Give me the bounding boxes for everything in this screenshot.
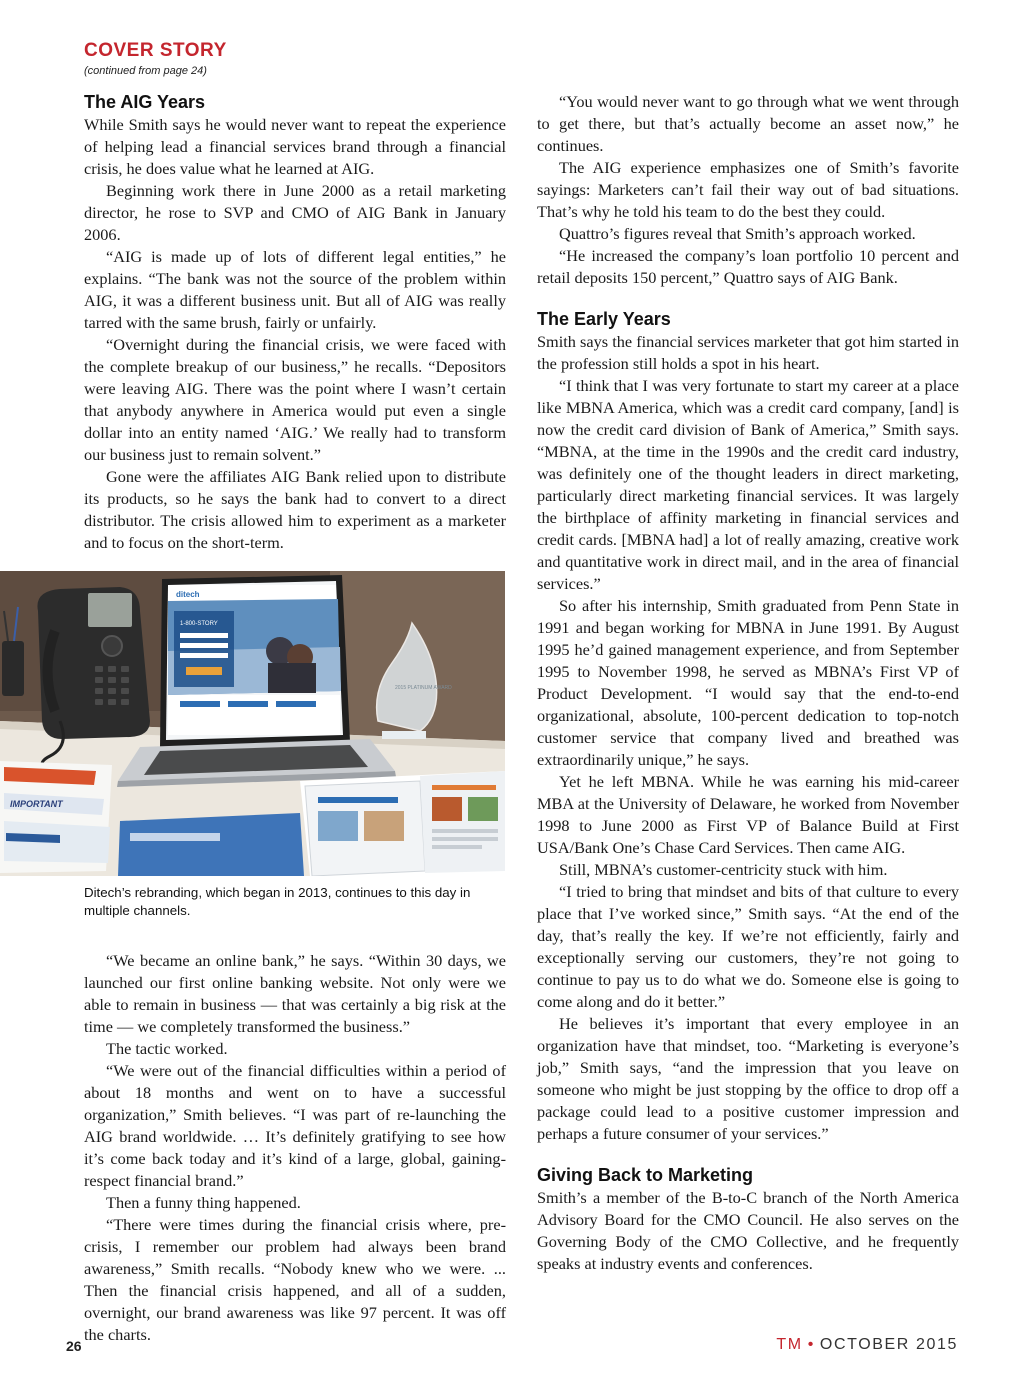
paragraph: The tactic worked. [106, 1039, 228, 1058]
paragraph: Still, MBNA’s customer-centricity stuck with him. [559, 860, 888, 879]
paragraph: “I think that I was very fortunate to start my career at a place like MBNA America, which was a credit card company, [and] is now the credit card division of Bank of America,” Smith says. “MBNA, at the time in the 1990s and the credit card industry, was definitely one of the thought leaders in direct marketing, particularly direct marketing financial services. It was largely the birthplace of affinity marketing in financial services and credit cards. [MBNA had] a lot of really amazing, creative work and quantitative work in direct mail, and in the area of financial services.” [537, 376, 959, 593]
article-photo [0, 571, 505, 876]
screen-phone: 1-800-STORY [180, 621, 218, 627]
screen-brand: ditech [176, 590, 200, 599]
paragraph: Smith says the financial services marketer that got him started in the profession still holds a spot in his heart. [537, 332, 959, 373]
trophy-label: 2015 PLATINUM AWARD [395, 685, 452, 691]
paragraph: Quattro’s figures reveal that Smith’s approach worked. [559, 224, 916, 243]
paragraph: Yet he left MBNA. While he was earning his mid-career MBA at the University of Delaware, he worked from November 1998 to June 2000 as First VP of Balance Build at First USA/Bank One’s Chase Card Services. Then came AIG. [537, 772, 959, 857]
left-column-top [84, 91, 506, 554]
issue-footer [776, 1336, 958, 1354]
heading-giving-back: Giving Back to Marketing [537, 1165, 754, 1185]
paragraph: Gone were the affiliates AIG Bank relied upon to distribute its products, so he says the bank had to convert to a direct distributor. The crisis allowed him to experiment as a marketer and to focus on the short-term. [84, 467, 506, 552]
section-kicker: COVER STORY [84, 40, 227, 61]
issue-date: OCTOBER 2015 [819, 1336, 958, 1353]
paragraph: “There were times during the financial crisis where, pre-crisis, I remember our problem had always been brand awareness,” Smith recalls. “Nobody knew who we were. ... Then the financial crisis happened, and all of a sudden, overnight, our brand awareness was like 97 percent. It was off the charts. [84, 1215, 506, 1344]
page-number: 26 [66, 1338, 82, 1354]
paragraph: “AIG is made up of lots of different legal entities,” he explains. “The bank was not the source of the problem within AIG, it was a different business unit. But all of AIG was really tarred with the same brush, fairly or unfairly. [84, 247, 506, 332]
paragraph: While Smith says he would never want to repeat the experience of helping lead a financial services brand through a financial crisis, he does value what he learned at AIG. [84, 115, 506, 178]
magazine-name: TM [776, 1336, 803, 1353]
paragraph: “Overnight during the financial crisis, we were faced with the complete breakup of our business,” he recalls. “Depositors were leaving AIG. There was the point where I wasn’t certain that anybody anywhere in America would put even a single dollar into an entity named ‘AIG.’ We really had to transform our business just to remain solvent.” [84, 335, 506, 464]
heading-aig-years: The AIG Years [84, 92, 206, 112]
photo-caption: Ditech’s rebranding, which began in 2013, continues to this day in multiple channels. [84, 885, 471, 918]
paragraph: “We became an online bank,” he says. “Within 30 days, we launched our first online banking website. Not only were we able to remain in business — that was certainly a big risk at the time — we completely transformed the business.” [84, 951, 506, 1036]
paragraph: The AIG experience emphasizes one of Smith’s favorite sayings: Marketers can’t fail their way out of bad situations. That’s why he told his team to do the best they could. [537, 158, 959, 221]
paragraph: “He increased the company’s loan portfolio 10 percent and retail deposits 150 percent,” Quattro says of AIG Bank. [537, 246, 959, 287]
paragraph: “I tried to bring that mindset and bits of that culture to every place that I’ve worked since,” Smith says. “At the end of the day, that’s really the key. If we’re not efficiently, fairly and exceptionally serving our customers, they’re not going to continue to pay us to do what we do. Someone else is going to come along and do it better.” [537, 882, 959, 1011]
doc-label: IMPORTANT [10, 799, 63, 809]
paragraph: “We were out of the financial difficulties within a period of about 18 months and went on to have a successful organization,” Smith believes. “I was part of re-launching the AIG brand worldwide. … It’s definitely gratifying to see how it’s come back today and it’s kind of a large, global, gaining-respect financial brand.” [84, 1061, 506, 1190]
paragraph: Beginning work there in June 2000 as a retail marketing director, he rose to SVP and CMO of AIG Bank in January 2006. [84, 181, 506, 244]
heading-early-years: The Early Years [537, 309, 671, 329]
footer-separator: • [807, 1336, 815, 1353]
left-column-bottom [84, 950, 506, 1346]
paragraph: Then a funny thing happened. [106, 1193, 301, 1212]
paragraph: He believes it’s important that every employee in an organization have that mindset, too. “Marketing is everyone’s job,” Smith says, “and the impression that you leave on someone who might be just stopping by the office to drop off a package could lead to a positive customer impression and perhaps a future consumer of your services.” [537, 1014, 959, 1143]
continued-note: (continued from page 24) [84, 65, 207, 77]
paragraph: Smith’s a member of the B-to-C branch of the North America Advisory Board for the CMO Council. He also serves on the Governing Body of the CMO Collective, and he frequently speaks at industry events and conferences. [537, 1188, 959, 1273]
paragraph: So after his internship, Smith graduated from Penn State in 1991 and began working for MBNA in June 1991. By August 1995 he’d gained management experience, and from September 1995 to November 1998, he served as MBNA’s First VP of Product Development. “I would say that the end-to-end organizational, absolute, 100-percent dedication to top-notch customer service that company lived and breathed was extraordinarily unique,” he says. [537, 596, 959, 769]
paragraph: “You would never want to go through what we went through to get there, but that’s actually become an asset now,” he continues. [537, 92, 959, 155]
right-column [537, 91, 959, 1275]
